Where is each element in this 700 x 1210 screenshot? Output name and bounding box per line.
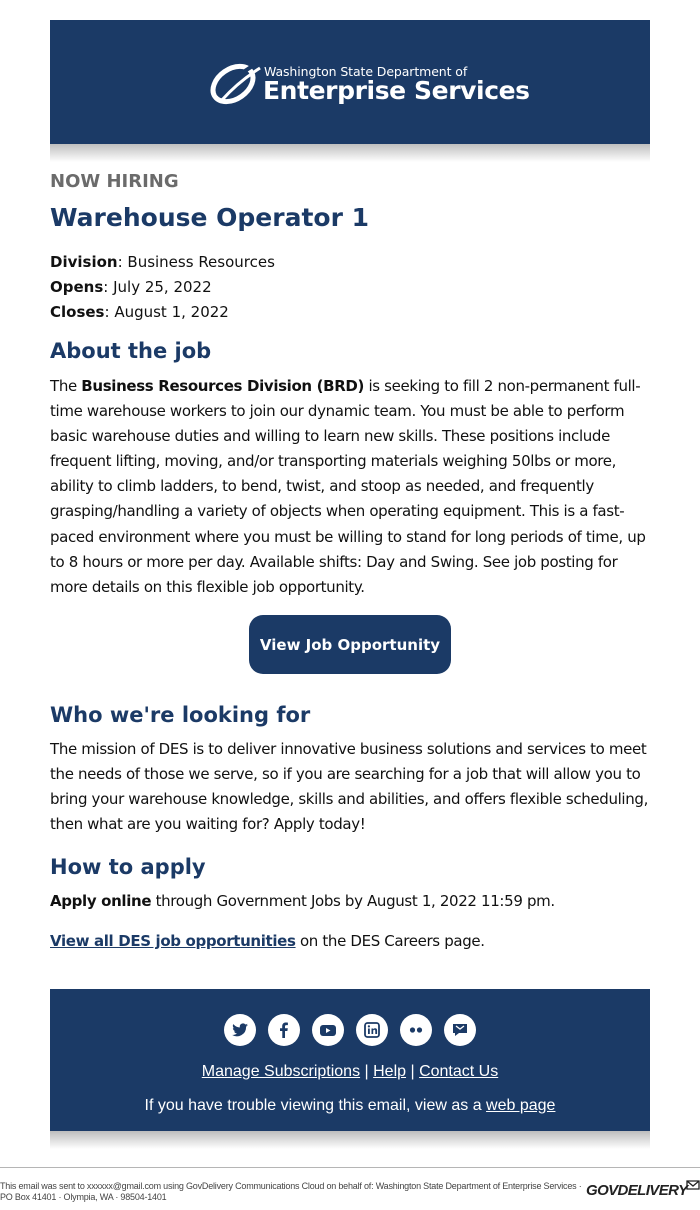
job-title: Warehouse Operator 1 — [50, 203, 370, 232]
flickr-icon[interactable] — [400, 1014, 432, 1046]
envelope-icon — [686, 1179, 700, 1191]
manage-subscriptions-link[interactable]: Manage Subscriptions — [201, 1063, 361, 1080]
social-links — [50, 1014, 650, 1046]
footer-banner — [50, 989, 650, 1131]
about-bold: Business Resources Division (BRD) — [81, 377, 365, 395]
all-jobs-link[interactable]: View all DES job opportunities — [50, 932, 296, 950]
youtube-icon[interactable] — [312, 1014, 344, 1046]
twitter-icon[interactable] — [224, 1014, 256, 1046]
footer-shadow — [50, 1131, 650, 1149]
closes-row — [50, 300, 275, 325]
footer-separator: | — [406, 1063, 420, 1080]
apply-paragraph — [50, 889, 650, 914]
opens-row — [50, 275, 275, 300]
web-page-link[interactable]: web page — [486, 1097, 556, 1114]
division-value: : Business Resources — [117, 253, 275, 271]
view-job-opportunity-button[interactable]: View Job Opportunity — [249, 615, 451, 674]
facebook-icon[interactable] — [268, 1014, 300, 1046]
apply-heading: How to apply — [50, 855, 206, 879]
opens-value: : July 25, 2022 — [103, 278, 212, 296]
linkedin-icon[interactable] — [356, 1014, 388, 1046]
contact-us-link[interactable]: Contact Us — [419, 1063, 499, 1080]
closes-label: Closes — [50, 303, 105, 321]
about-paragraph — [50, 374, 650, 600]
disclaimer-text: This email was sent to xxxxxx@gmail.com using GovDelivery Communications Cloud on behalf of: Washington State Department of Enterprise Services · PO Box 41401 · Olympia, WA · 98504-1401 — [0, 1181, 582, 1202]
header-shadow — [50, 144, 650, 162]
about-prefix: The — [50, 377, 82, 395]
help-link[interactable]: Help — [373, 1063, 407, 1080]
about-rest: is seeking to fill 2 non-permanent full-time warehouse workers to join our dynamic team. You must be able to perform basic warehouse duties and willing to learn new skills. These positions include frequent lifting, moving, and/or transporting materials weighing 50lbs or more, ability to climb ladders, to bend, twist, and stoop as needed, and frequently grasping/handling a variety of objects when operating equipment. This is a fast-paced environment where you must be willing to stand for long periods of time, up to 8 hours or more per day. Available shifts: Day and Swing. See job posting for more details on this flexible job opportunity. — [50, 377, 646, 596]
about-heading: About the job — [50, 339, 212, 363]
bottom-divider — [0, 1167, 700, 1168]
view-web-page-line — [50, 1097, 650, 1115]
apply-bold: Apply online — [50, 892, 152, 910]
blog-icon[interactable] — [444, 1014, 476, 1046]
apply-text: through Government Jobs by August 1, 2022 11:59 pm. — [151, 892, 555, 910]
logo-subtitle: Washington State Department of — [264, 64, 468, 79]
header-banner — [50, 20, 650, 144]
footer-separator: | — [360, 1063, 374, 1080]
opens-label: Opens — [50, 278, 104, 296]
looking-paragraph: The mission of DES is to deliver innovative business solutions and services to meet the needs of those we serve, so if you are searching for a job that will allow you to bring your warehouse knowledge, skills and abilities, and offers flexible scheduling, then what are you waiting for? Apply today! — [50, 740, 648, 834]
footer-links — [50, 1063, 650, 1081]
now-hiring-label: NOW HIRING — [50, 171, 179, 192]
division-label: Division — [50, 253, 118, 271]
view-prefix: If you have trouble viewing this email, view as a — [144, 1097, 487, 1114]
des-swoosh-icon — [208, 56, 264, 108]
job-meta — [50, 250, 275, 325]
govdelivery-logo[interactable]: GOVDELIVERY — [586, 1182, 688, 1199]
logo-title: Enterprise Services — [263, 76, 530, 105]
all-jobs-paragraph — [50, 929, 650, 954]
des-logo[interactable] — [208, 56, 530, 114]
closes-value: : August 1, 2022 — [104, 303, 229, 321]
all-jobs-suffix: on the DES Careers page. — [295, 932, 485, 950]
looking-heading: Who we're looking for — [50, 703, 311, 727]
division-row — [50, 250, 275, 275]
